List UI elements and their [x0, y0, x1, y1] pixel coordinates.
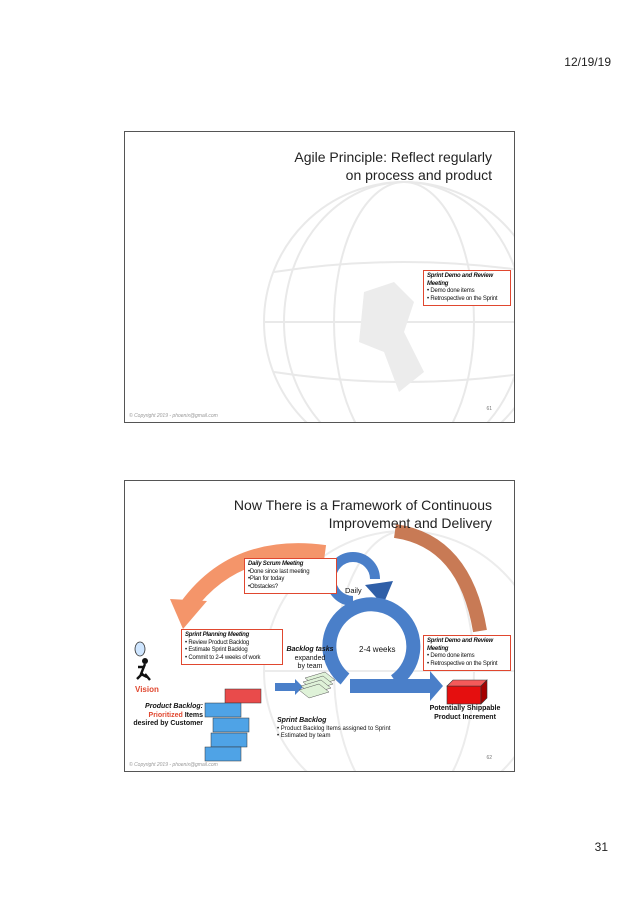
header-date: 12/19/19 [564, 55, 611, 69]
sprint-cycle-arrow [329, 604, 413, 681]
daily-item: •Done since last meeting [248, 568, 310, 575]
title-line-2: on process and product [345, 167, 492, 183]
sprint-review-box [423, 635, 511, 671]
product-backlog-title: Product Backlog: [145, 703, 203, 710]
title-line-1: Now There is a Framework of Continuous [233, 497, 492, 513]
product-backlog-label [127, 703, 203, 729]
sprint-backlog-label [277, 717, 417, 741]
review-item: • Retrospective on the Sprint [427, 295, 498, 302]
planning-arrowhead [170, 599, 207, 629]
planning-box-title: Sprint Planning Meeting [185, 632, 250, 638]
planning-item: • Commit to 2-4 weeks of work [185, 654, 261, 661]
prioritized-word: Prioritized [148, 711, 183, 719]
sprint-backlog-stack [299, 672, 335, 698]
flow-arrowhead [430, 671, 443, 701]
daily-label: Daily [345, 586, 362, 595]
backlog-box [211, 733, 247, 747]
backlog-tasks-title: Backlog tasks [286, 646, 334, 653]
backlog-tasks-label [285, 646, 335, 672]
title-line-1: Agile Principle: Reflect regularly [294, 149, 492, 165]
slide-number: 61 [486, 406, 492, 412]
sprint-backlog-item: • Estimated by team [277, 733, 331, 739]
backlog-arrowhead [295, 679, 303, 695]
backlog-box [205, 747, 241, 761]
review-box-title: Sprint Demo and Review Meeting [427, 638, 493, 652]
shippable-line-1: Potentially Shippable [429, 705, 501, 712]
backlog-box [213, 718, 249, 732]
copyright: © Copyright 2019 - phoenix@gmail.com [129, 762, 218, 768]
slide-number: 62 [486, 755, 492, 761]
shippable-line-2: Product Increment [434, 713, 496, 721]
backlog-tasks-line: by team [297, 663, 323, 670]
title-line-2: Improvement and Delivery [328, 515, 492, 531]
backlog-tasks-line: expanded [294, 654, 326, 662]
sprint-review-box [423, 270, 511, 306]
backlog-box-red [225, 689, 261, 703]
backlog-box [205, 703, 241, 717]
planning-item: • Review Product Backlog [185, 639, 249, 646]
vision-figure-icon [135, 642, 150, 680]
daily-scrum-box [244, 558, 337, 594]
shippable-label [420, 705, 510, 722]
slide-title [182, 496, 492, 532]
daily-item: •Obstacles? [248, 583, 278, 590]
review-box-title: Sprint Demo and Review Meeting [427, 273, 493, 287]
page-number: 31 [594, 840, 608, 854]
flow-arrow-body [350, 679, 430, 693]
copyright: © Copyright 2019 - phoenix@gmail.com [129, 413, 218, 419]
sprint-planning-box [181, 629, 283, 665]
slide-title [232, 148, 492, 184]
daily-item: •Plan for today [248, 576, 285, 582]
review-item: • Demo done items [427, 653, 475, 659]
backlog-arrow-body [275, 683, 295, 691]
product-backlog-line: desired by Customer [133, 720, 203, 727]
items-word: Items [182, 711, 203, 719]
weeks-label: 2-4 weeks [359, 645, 396, 654]
slide-61 [124, 131, 515, 423]
shippable-product-box [447, 680, 487, 704]
slide-62 [124, 480, 515, 772]
sprint-backlog-title: Sprint Backlog [277, 717, 327, 724]
review-item: • Retrospective on the Sprint [427, 660, 498, 667]
planning-item: • Estimate Sprint Backlog [185, 647, 248, 653]
daily-box-title: Daily Scrum Meeting [248, 561, 304, 567]
vision-label: Vision [135, 685, 159, 694]
review-item: • Demo done items [427, 288, 475, 294]
sprint-backlog-item: • Product Backlog Items assigned to Sprint [277, 725, 391, 732]
